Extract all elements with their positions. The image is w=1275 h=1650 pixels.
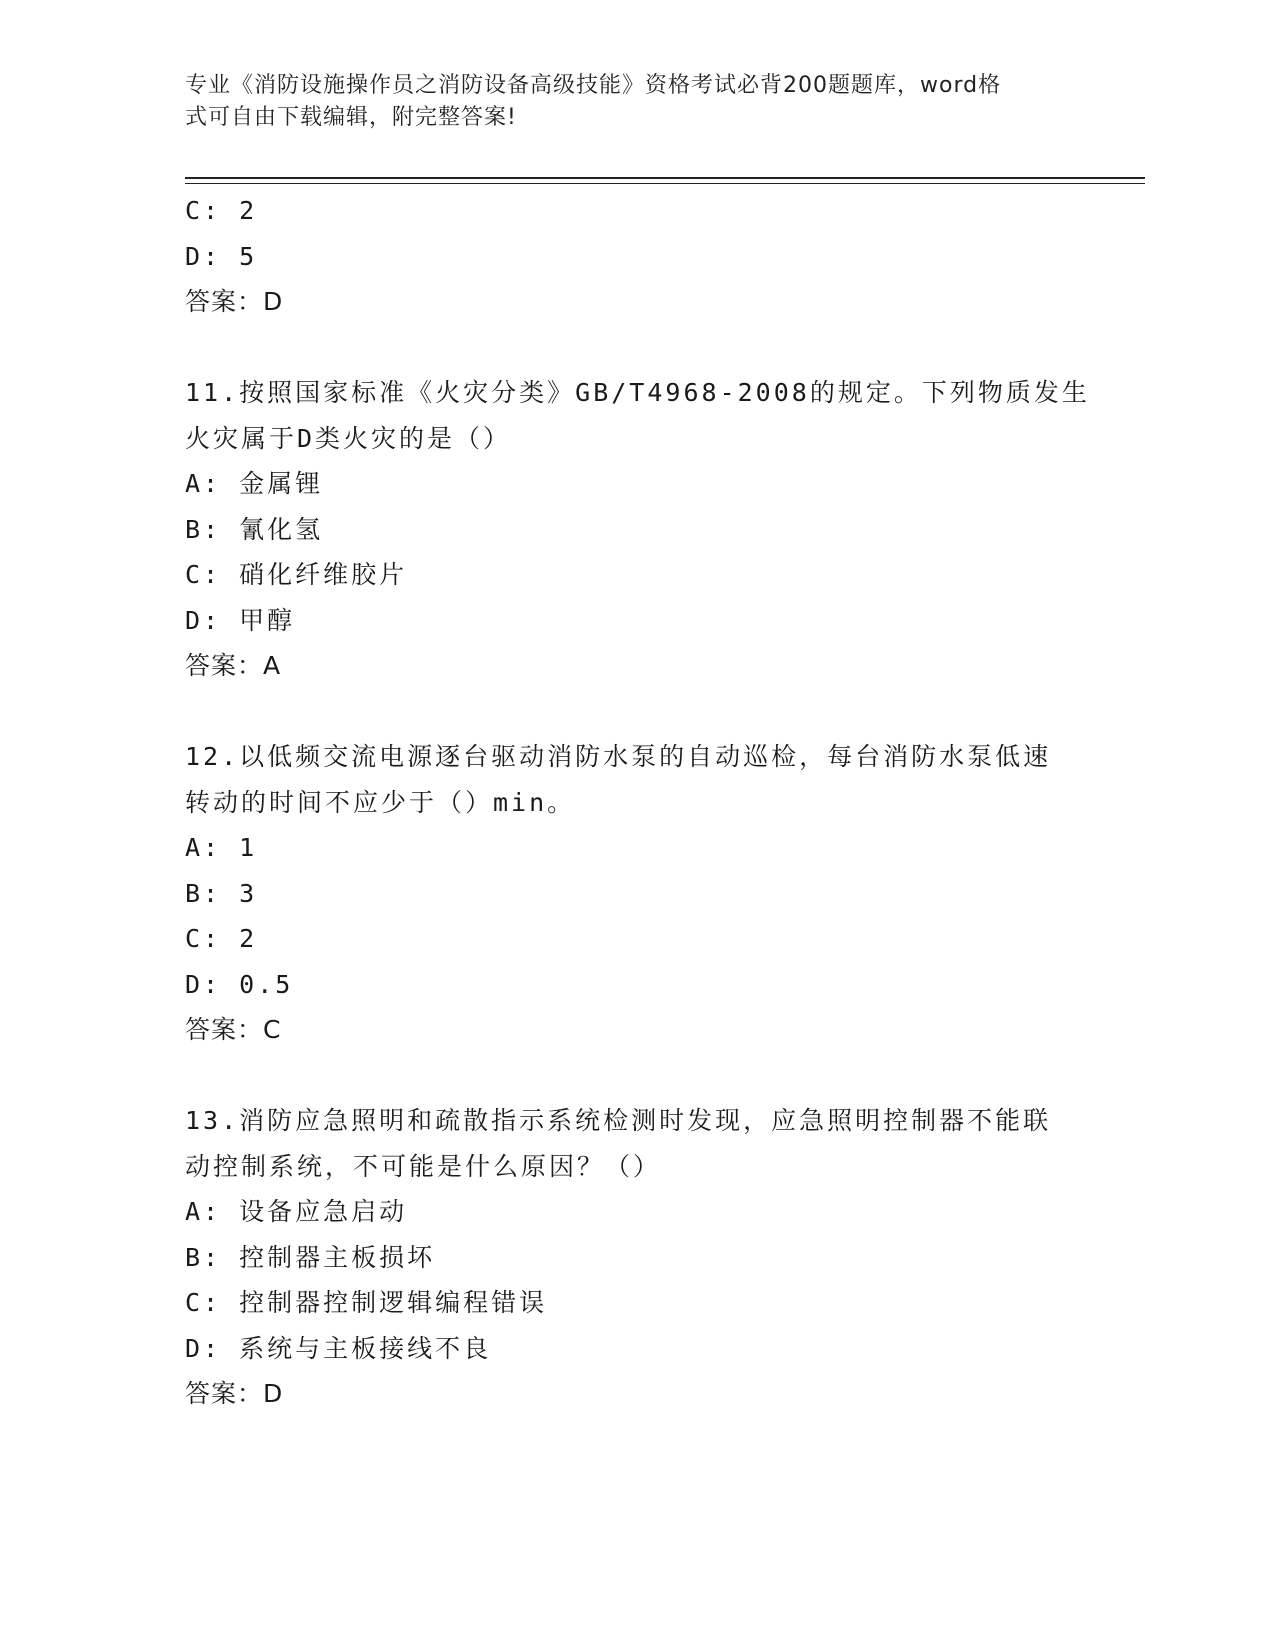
option-c: C: 2 <box>185 196 258 225</box>
question-block-12 <box>185 734 1085 1053</box>
answer-line: 答案：A <box>185 651 282 680</box>
answer-line: 答案：D <box>185 1379 284 1408</box>
question-block-13 <box>185 1098 1085 1417</box>
answer-line: 答案：C <box>185 1015 282 1044</box>
option-c: C: 控制器控制逻辑编程错误 <box>185 1288 548 1317</box>
question-list <box>185 188 1090 1417</box>
option-d: D: 系统与主板接线不良 <box>185 1333 492 1363</box>
option-b: B: 控制器主板损坏 <box>185 1242 436 1272</box>
option-b: B: 3 <box>185 878 258 908</box>
spacer <box>185 325 1085 371</box>
option-c: C: 2 <box>185 924 258 953</box>
spacer <box>185 689 1085 735</box>
option-d: D: 甲醇 <box>185 605 296 635</box>
option-a: A: 1 <box>185 833 258 862</box>
option-c: C: 硝化纤维胶片 <box>185 560 408 589</box>
header-divider-thick <box>185 177 1145 179</box>
option-a: A: 设备应急启动 <box>185 1197 408 1226</box>
option-d: D: 5 <box>185 241 258 271</box>
question-text-line-2: 转动的时间不应少于（）min。 <box>185 787 576 817</box>
header-divider-thin <box>185 183 1145 184</box>
option-a: A: 金属锂 <box>185 469 324 498</box>
answer-line: 答案：D <box>185 287 284 316</box>
question-block-11 <box>185 370 1090 689</box>
spacer <box>185 1053 1085 1099</box>
question-text-line-1: 13.消防应急照明和疏散指示系统检测时发现，应急照明控制器不能联 <box>185 1106 1052 1135</box>
option-b: B: 氰化氢 <box>185 514 324 544</box>
option-d: D: 0.5 <box>185 969 294 999</box>
question-text-line-2: 火灾属于D类火灾的是（） <box>185 423 512 453</box>
header-line-2: 式可自由下载编辑，附完整答案! <box>185 105 517 130</box>
question-text-line-2: 动控制系统，不可能是什么原因？（） <box>185 1151 662 1181</box>
document-header <box>185 70 1065 134</box>
question-block-10 <box>185 188 1085 325</box>
question-text-line-1: 12.以低频交流电源逐台驱动消防水泵的自动巡检，每台消防水泵低速 <box>185 742 1052 771</box>
question-text-line-1: 11.按照国家标准《火灾分类》GB/T4968-2008的规定。下列物质发生 <box>185 378 1090 407</box>
header-line-1: 专业《消防设施操作员之消防设备高级技能》资格考试必背200题题库，word格 <box>185 73 1002 98</box>
